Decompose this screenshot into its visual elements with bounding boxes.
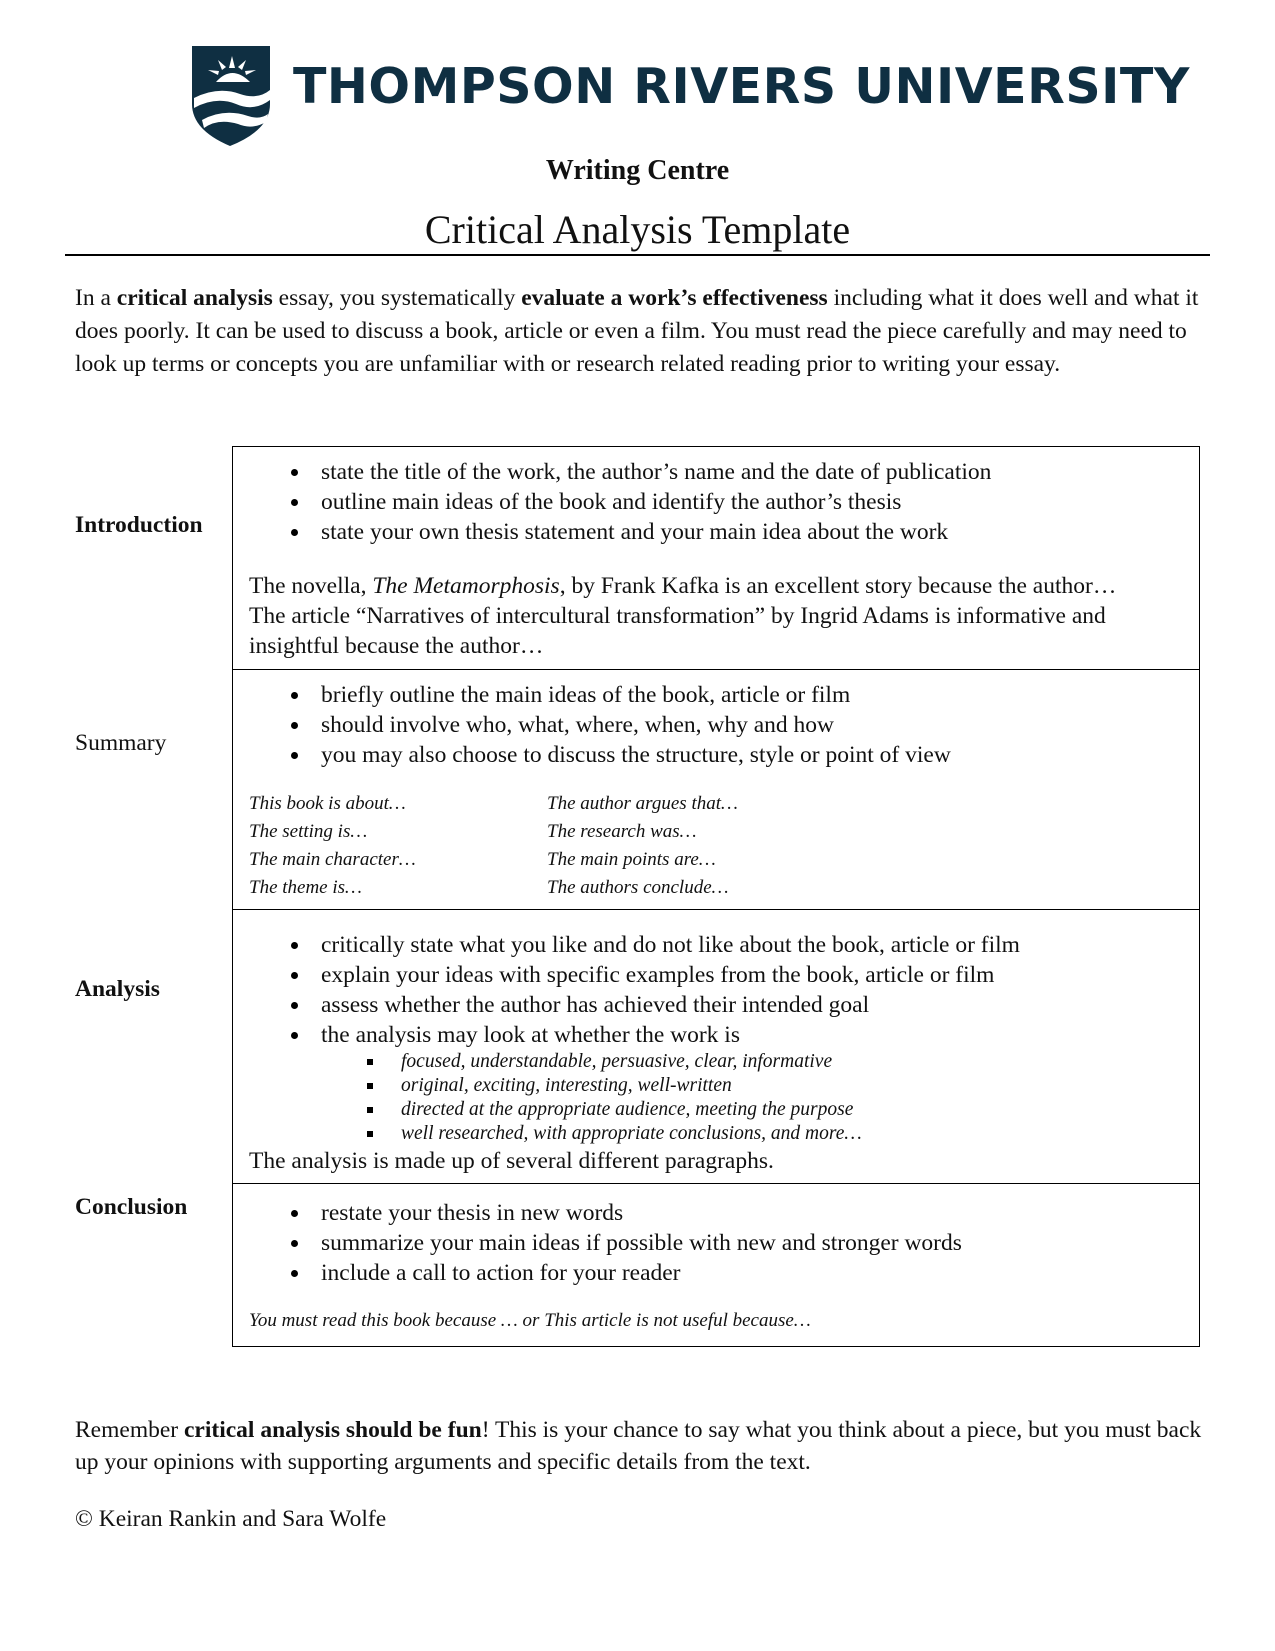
closing-paragraph (75, 1414, 1205, 1478)
example-text: The novella, (249, 573, 373, 599)
example-line (249, 571, 1187, 601)
list-item: briefly outline the main ideas of the book, article or film (321, 680, 1187, 710)
analysis-bullets (249, 930, 1187, 1050)
cell-analysis (233, 909, 1199, 1183)
conclusion-bullets (249, 1198, 1187, 1288)
example-text: , by Frank Kafka is an excellent story because the author… (559, 573, 1117, 599)
label-analysis: Analysis (75, 976, 160, 1002)
intro-paragraph (75, 282, 1205, 381)
analysis-sub-bullets (249, 1050, 1187, 1146)
phrase: The main points are… (547, 849, 716, 870)
department-name: Writing Centre (545, 155, 730, 186)
phrase: This book is about… (249, 793, 406, 814)
list-item: focused, understandable, persuasive, clear, informative (401, 1050, 1187, 1074)
intro-bold-1: critical analysis (116, 285, 273, 311)
list-item: explain your ideas with specific examples from the book, article or film (321, 960, 1187, 990)
list-item: the analysis may look at whether the work is (321, 1020, 1187, 1050)
list-item: critically state what you like and do not like about the book, article or film (321, 930, 1187, 960)
intro-bold-2: evaluate a work’s effectiveness (521, 285, 828, 311)
list-item: directed at the appropriate audience, meeting the purpose (401, 1098, 1187, 1122)
page-title: Critical Analysis Template (424, 207, 851, 252)
list-item: should involve who, what, where, when, why and how (321, 710, 1187, 740)
list-item: original, exciting, interesting, well-written (401, 1074, 1187, 1098)
introduction-example (249, 571, 1187, 661)
analysis-note: The analysis is made up of several different paragraphs. (249, 1148, 774, 1174)
intro-text-2: essay, you systematically (272, 285, 522, 311)
introduction-bullets (249, 457, 1187, 547)
list-item: you may also choose to discuss the structure, style or point of view (321, 740, 1187, 770)
list-item: include a call to action for your reader (321, 1258, 1187, 1288)
university-name: THOMPSON RIVERS UNIVERSITY (293, 58, 1190, 115)
list-item: summarize your main ideas if possible with new and stronger words (321, 1228, 1187, 1258)
template-table (232, 446, 1200, 1347)
list-item: state the title of the work, the author’s name and the date of publication (321, 457, 1187, 487)
intro-text-3: including what it does well and what it does poorly. It can be used to discuss a book, article or even a film. You must read the piece carefully and may need to look up terms or concepts you are unfamiliar with or research related reading prior to writing your essay. (75, 285, 1199, 377)
label-summary: Summary (75, 730, 167, 756)
cell-conclusion (233, 1183, 1199, 1346)
cell-introduction (233, 447, 1199, 669)
phrase: The theme is… (249, 877, 362, 898)
phrase: The research was… (547, 821, 697, 842)
list-item: state your own thesis statement and your main idea about the work (321, 517, 1187, 547)
closing-bold: critical analysis should be fun (183, 1417, 482, 1443)
conclusion-example: You must read this book because … or This article is not useful because… (249, 1310, 811, 1331)
example-work-title: The Metamorphosis (372, 573, 560, 599)
list-item: assess whether the author has achieved their intended goal (321, 990, 1187, 1020)
phrase: The author argues that… (547, 793, 738, 814)
list-item: restate your thesis in new words (321, 1198, 1187, 1228)
phrase: The setting is… (249, 821, 368, 842)
copyright-notice: © Keiran Rankin and Sara Wolfe (75, 1506, 387, 1532)
university-logo-icon (188, 42, 274, 150)
list-item: well researched, with appropriate conclusions, and more… (401, 1122, 1187, 1146)
list-item: outline main ideas of the book and identify the author’s thesis (321, 487, 1187, 517)
title-divider (65, 254, 1210, 256)
label-conclusion: Conclusion (75, 1194, 188, 1220)
phrase: The authors conclude… (547, 877, 729, 898)
cell-summary (233, 669, 1199, 909)
phrase: The main character… (249, 849, 416, 870)
label-introduction: Introduction (75, 512, 203, 538)
intro-text-1: In a (75, 285, 117, 311)
summary-phrases (249, 790, 1187, 902)
example-line: The article “Narratives of intercultural transformation” by Ingrid Adams is informative and insightful because the author… (249, 603, 1106, 659)
page-header (0, 40, 1275, 150)
closing-text-1: Remember (75, 1417, 184, 1443)
closing-text-2: ! This is your chance to say what you think about a piece, but you must back up your opinions with supporting arguments and specific details from the text. (75, 1417, 1202, 1475)
summary-bullets (249, 680, 1187, 770)
phrases-right-column (547, 790, 845, 902)
phrases-left-column (249, 790, 547, 902)
